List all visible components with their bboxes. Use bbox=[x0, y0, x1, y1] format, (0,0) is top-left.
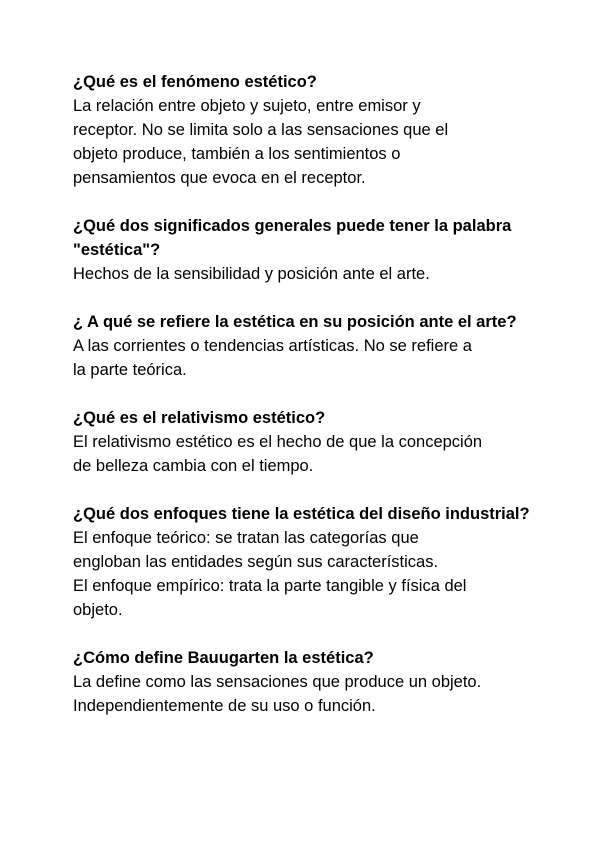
qa-block-significados-estetica bbox=[73, 214, 540, 286]
answer-text: El relativismo estético es el hecho de que la concepción de belleza cambia con el tiempo. bbox=[73, 433, 483, 475]
qa-block-bauugarten bbox=[73, 646, 540, 718]
question-heading: ¿Qué es el fenómeno estético? bbox=[73, 73, 317, 91]
question-heading: ¿Qué dos significados generales puede tener la palabra "estética"? bbox=[73, 217, 512, 259]
question-heading: ¿Cómo define Bauugarten la estética? bbox=[73, 649, 374, 667]
qa-block-relativismo-estetico bbox=[73, 406, 540, 478]
answer-text: Hechos de la sensibilidad y posición ante el arte. bbox=[73, 265, 430, 283]
qa-block-posicion-ante-arte bbox=[73, 310, 540, 382]
question-heading: ¿Qué dos enfoques tiene la estética del diseño industrial? bbox=[73, 505, 530, 523]
question-heading: ¿Qué es el relativismo estético? bbox=[73, 409, 326, 427]
answer-text: La relación entre objeto y sujeto, entre emisor y receptor. No se limita solo a las sensaciones que el objeto produce, también a los sentimientos o pensamientos que evoca en el receptor. bbox=[73, 97, 449, 187]
answer-text: La define como las sensaciones que produce un objeto. Independientemente de su uso o función. bbox=[73, 673, 482, 715]
qa-block-enfoques-diseno-industrial bbox=[73, 502, 540, 622]
answer-text: El enfoque teórico: se tratan las categorías que engloban las entidades según sus características. El enfoque empírico: trata la parte tangible y física del objeto. bbox=[73, 529, 467, 619]
qa-block-fenomeno-estetico bbox=[73, 70, 540, 190]
question-heading: ¿ A qué se refiere la estética en su posición ante el arte? bbox=[73, 313, 517, 331]
answer-text: A las corrientes o tendencias artísticas. No se refiere a la parte teórica. bbox=[73, 337, 472, 379]
